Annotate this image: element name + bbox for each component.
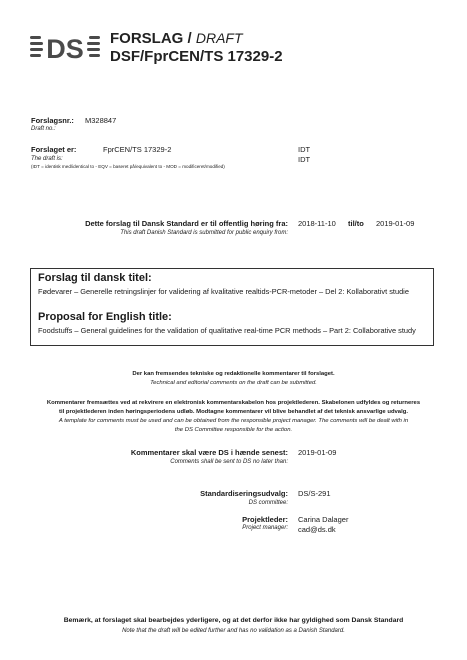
dk-title-heading: Forslag til dansk titel: <box>38 272 152 284</box>
hoering-from: 2018-11-10 <box>298 219 336 228</box>
deadline-label: Kommentarer skal være DS i hænde senest: <box>130 448 288 457</box>
forslaget-er-code-1: IDT <box>298 145 311 154</box>
hoering-to: 2019-01-09 <box>376 219 415 228</box>
ds-logo <box>30 33 102 61</box>
footer-note-dk: Bemærk, at forslaget skal bearbejdes yderligere, og at det derfor ikke har gyldighed som Dansk Standard <box>63 617 404 624</box>
draft-text: DRAFT <box>195 30 243 46</box>
en-title-heading: Proposal for English title: <box>38 311 172 323</box>
comments-para-dk-2: til projektlederen inden høringsperiodens udløb. Modtagne kommentarer vil blive behandlet af det teknisk ansvarlige udvalg. <box>59 409 408 415</box>
hoering-label: Dette forslag til Dansk Standard er til offentlig høring fra: <box>85 219 288 228</box>
hoering-to-label: til/to <box>348 219 364 228</box>
ds-logo-graphic <box>30 33 102 61</box>
draft-header <box>110 30 243 47</box>
manager-label: Projektleder: <box>242 515 288 524</box>
committee-value: DS/S-291 <box>298 489 331 498</box>
ds-logo-text: DS <box>46 34 84 61</box>
forslag-text: FORSLAG / <box>110 30 196 47</box>
comments-para-en-2: the DS Committee responsible for the action. <box>174 427 293 433</box>
manager-email[interactable]: cad@ds.dk <box>298 525 336 534</box>
title-box <box>30 268 434 346</box>
committee-label-en: DS committee: <box>248 500 288 506</box>
committee-label: Standardiseringsudvalg: <box>200 489 288 498</box>
dk-title-text: Fødevarer – Generelle retningslinjer for validering af kvalitative realtids-PCR-metoder – Del 2: Kollaborativt studie <box>38 287 409 296</box>
comments-para-en-1: A template for comments must be used and can be obtained from the responsible project manager. The comments will be dealt with in <box>58 418 409 424</box>
deadline-value: 2019-01-09 <box>298 448 337 457</box>
manager-name: Carina Dalager <box>298 515 349 524</box>
forslagsnr-label-en: Draft no.: <box>31 126 56 132</box>
standard-id: DSF/FprCEN/TS 17329-2 <box>110 48 283 65</box>
forslagsnr-label: Forslagsnr.: <box>31 116 74 125</box>
forslaget-er-legend: (IDT = identisk med/identical to - EQV = baseret på/equivalent to - MOD = modificeret/modified) <box>31 164 225 169</box>
manager-label-en: Project manager: <box>242 525 288 531</box>
comments-line-dk: Der kan fremsendes tekniske og redaktionelle kommentarer til forslaget. <box>132 371 335 377</box>
forslaget-er-label-en: The draft is: <box>31 156 63 162</box>
forslaget-er-value: FprCEN/TS 17329-2 <box>103 145 172 154</box>
comments-para-dk-1: Kommentarer fremsættes ved at rekvirere en elektronisk kommentarskabelon hos projektlederen. Skabelonen udfyldes og returneres <box>46 400 421 406</box>
comments-line-en: Technical and editorial comments on the draft can be submitted. <box>150 380 317 386</box>
footer-note-en: Note that the draft will be edited further and has no validation as a Danish Standard. <box>122 628 345 634</box>
hoering-label-en: This draft Danish Standard is submitted for public enquiry from: <box>120 230 288 236</box>
en-title-text: Foodstuffs – General guidelines for the validation of qualitative real-time PCR methods – Part 2: Collaborative study <box>38 326 416 335</box>
forslaget-er-label: Forslaget er: <box>31 145 77 154</box>
deadline-label-en: Comments shall be sent to DS no later than: <box>170 459 288 465</box>
forslaget-er-code-2: IDT <box>298 155 311 164</box>
forslagsnr-value: M328847 <box>85 116 117 125</box>
